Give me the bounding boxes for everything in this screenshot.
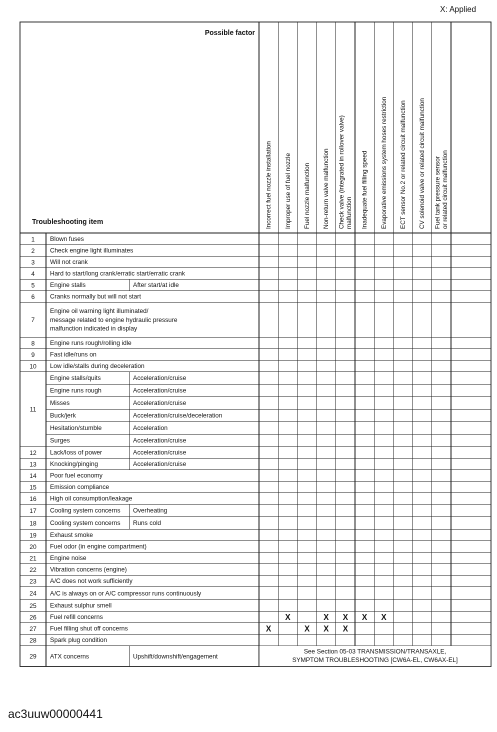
symptom-text: Emission compliance <box>50 484 110 492</box>
row-number: 21 <box>29 555 37 563</box>
row-number: 28 <box>29 637 37 645</box>
symptom-text: Blown fuses <box>50 236 84 244</box>
factor-label: ECT sensor No.2 or related circuit malfunction <box>400 100 407 229</box>
symptom-text: Spark plug condition <box>50 637 108 645</box>
condition-text: Acceleration/cruise <box>133 387 187 395</box>
factor-label: Fuel nozzle malfunction <box>304 162 311 229</box>
symptom-text: A/C is always on or A/C compressor runs continuously <box>50 590 202 598</box>
row-number: 1 <box>31 236 35 244</box>
possible-factor-heading: Possible factor <box>204 30 255 37</box>
symptom-text: Fuel refill concerns <box>50 614 103 622</box>
symptom-text: Engine stalls/quits <box>50 375 101 383</box>
row-number: 27 <box>29 625 37 633</box>
legend: X: Applied <box>440 5 477 14</box>
applied-mark: X <box>304 624 310 634</box>
row-number: 5 <box>31 282 35 290</box>
symptom-text: Fuel filling shut off concerns <box>50 625 128 633</box>
symptom-text: Knocking/pinging <box>50 461 98 469</box>
condition-text: Acceleration/cruise <box>133 437 187 445</box>
row-number: 19 <box>29 532 37 540</box>
row-number: 17 <box>29 507 37 515</box>
factor-label: Inadequate fuel filling speed <box>361 150 369 229</box>
troubleshooting-item-heading: Troubleshooting item <box>32 219 104 226</box>
symptom-text: Cranks normally but will not start <box>50 293 141 301</box>
symptom-text: Engine runs rough <box>50 387 102 395</box>
symptom-text: Engine runs rough/rolling idle <box>50 340 132 348</box>
row-number: 20 <box>29 543 37 551</box>
symptom-text: High oil consumption/leakage <box>50 495 133 503</box>
symptom-text: Engine oil warning light illuminated/ <box>50 308 149 315</box>
row-number: 15 <box>29 484 37 492</box>
row-number: 24 <box>29 590 37 598</box>
row-number: 25 <box>29 602 37 610</box>
symptom-text: Engine noise <box>50 555 87 563</box>
row-number: 16 <box>29 495 37 503</box>
factor-label: malfunction <box>346 196 354 229</box>
factor-label: CV solenoid valve or related circuit malfunction <box>419 98 427 229</box>
condition-text: Acceleration/cruise/deceleration <box>133 412 223 420</box>
row-number: 6 <box>31 293 35 301</box>
factor-label: Incorrect fuel nozzle installation <box>265 141 273 229</box>
see-section-note: SYMPTOM TROUBLESHOOTING [CW6A-EL, CW6AX-EL] <box>292 657 458 664</box>
factor-label: Improper use of fuel nozzle <box>284 153 292 229</box>
applied-mark: X <box>361 612 368 622</box>
row-number: 4 <box>31 270 35 278</box>
symptom-text: Poor fuel economy <box>50 472 103 480</box>
symptom-text: ATX concerns <box>50 653 90 661</box>
condition-text: After start/at idle <box>133 282 179 290</box>
applied-mark: X <box>265 624 272 634</box>
applied-mark: X <box>285 612 291 622</box>
symptom-text: Engine stalls <box>50 282 86 290</box>
row-number: 3 <box>31 259 35 267</box>
symptom-text: Exhaust sulphur smell <box>50 602 112 610</box>
condition-text: Upshift/downshift/engagement <box>133 653 218 661</box>
symptom-text: Will not crank <box>50 259 88 267</box>
row-number: 13 <box>29 461 37 469</box>
condition-text: Overheating <box>133 507 168 515</box>
row-number: 11 <box>29 406 37 414</box>
symptom-text: Cooling system concerns <box>50 520 121 528</box>
factor-label: or related circuit malfunction <box>442 150 450 229</box>
applied-mark: X <box>381 612 387 622</box>
symptom-text: A/C does not work sufficiently <box>50 578 133 586</box>
symptom-text: Hard to start/long crank/erratic start/erratic crank <box>50 270 186 278</box>
condition-text: Acceleration/cruise <box>133 375 187 383</box>
applied-mark: X <box>342 612 349 622</box>
condition-text: Acceleration <box>133 425 168 433</box>
symptom-text: malfunction indicated in display <box>50 325 138 333</box>
applied-mark: X <box>323 612 329 622</box>
row-number: 10 <box>29 363 37 371</box>
row-number: 12 <box>29 449 37 457</box>
row-number: 7 <box>31 317 35 324</box>
row-number: 8 <box>31 340 35 348</box>
condition-text: Acceleration/cruise <box>133 449 187 457</box>
symptom-text: Vibration concerns (engine) <box>50 566 127 574</box>
factor-label: Non-return valve malfunction <box>323 148 331 229</box>
row-number: 14 <box>29 472 37 480</box>
row-number: 26 <box>29 614 37 622</box>
condition-text: Runs cold <box>133 520 162 528</box>
applied-mark: X <box>342 624 349 634</box>
condition-text: Acceleration/cruise <box>133 400 187 408</box>
condition-text: Acceleration/cruise <box>133 461 187 469</box>
symptom-text: Exhaust smoke <box>50 532 94 540</box>
see-section-note: See Section 05-03 TRANSMISSION/TRANSAXLE, <box>303 648 447 656</box>
row-number: 29 <box>29 653 37 661</box>
symptom-text: Low idle/stalls during deceleration <box>50 363 145 371</box>
row-number: 2 <box>31 247 35 255</box>
figure-id: ac3uuw00000441 <box>8 707 103 721</box>
symptom-text: Fuel odor (in engine compartment) <box>50 543 147 551</box>
row-number: 9 <box>31 351 35 359</box>
factor-label: Check valve (integrated in rollover valve) <box>338 115 346 229</box>
symptom-text: Hesitation/stumble <box>50 425 102 433</box>
symptom-text: Misses <box>50 400 70 408</box>
factor-label: Fuel tank pressure sensor <box>434 156 442 229</box>
symptom-text: Surges <box>50 437 70 445</box>
row-number: 18 <box>29 520 37 528</box>
symptom-text: Lack/loss of power <box>50 449 103 457</box>
symptom-text: Cooling system concerns <box>50 507 121 515</box>
applied-mark: X <box>323 624 329 634</box>
factor-label: Evaporative emissions system hoses restriction <box>380 96 388 229</box>
row-number: 22 <box>29 566 37 574</box>
symptom-text: message related to engine hydraulic pressure <box>50 316 178 324</box>
symptom-text: Buck/jerk <box>50 412 76 420</box>
symptom-text: Check engine light illuminates <box>50 247 134 255</box>
row-number: 23 <box>29 578 37 586</box>
symptom-text: Fast idle/runs on <box>50 351 97 359</box>
